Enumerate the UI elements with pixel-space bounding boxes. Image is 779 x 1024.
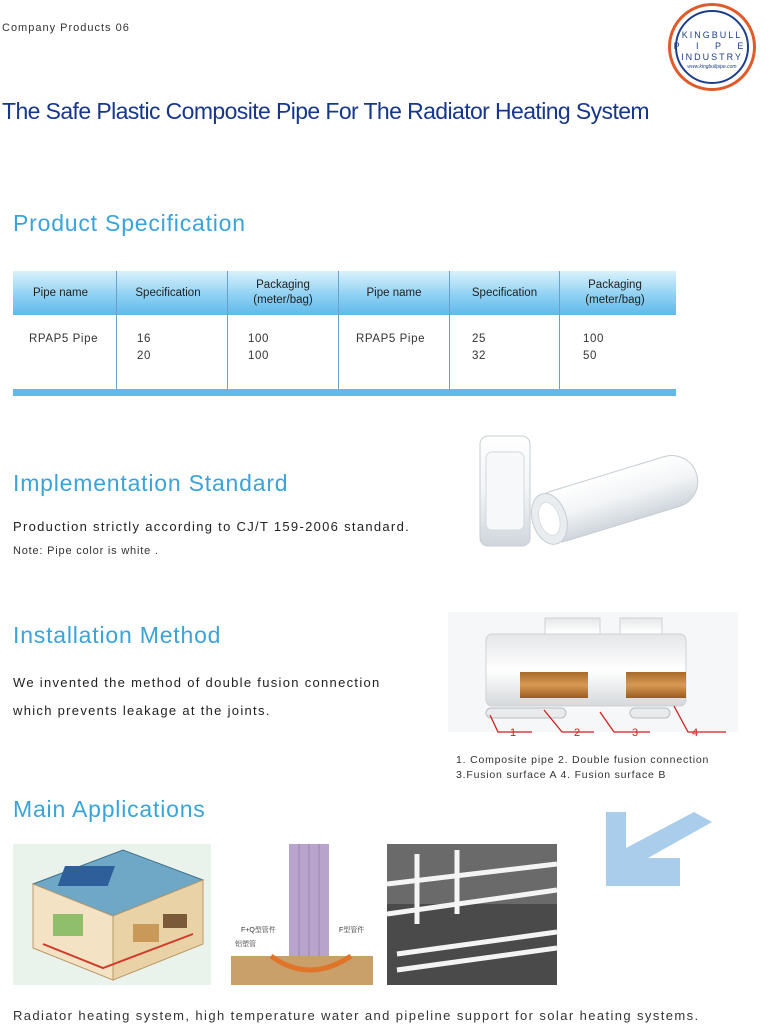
section-title-installation: Installation Method (13, 622, 222, 648)
table-cell: 100 (583, 333, 604, 345)
radiator-label-pipe: 铝塑管 (235, 941, 256, 948)
table-cell: 20 (137, 350, 151, 362)
section-title-standard: Implementation Standard (13, 470, 289, 496)
diagram-legend-line-1: 1. Composite pipe 2. Double fusion connection (456, 754, 710, 766)
logo-line-1: KINGBULL (681, 30, 743, 40)
installation-line-1: We invented the method of double fusion connection (13, 675, 381, 690)
applications-caption: Radiator heating system, high temperature water and pipeline support for solar heating systems. (13, 1008, 700, 1023)
table-cell: 16 (137, 333, 151, 345)
page-header-label: Company Products 06 (2, 22, 130, 34)
table-cell: RPAP5 Pipe (356, 333, 426, 345)
col-header-pipe-name-1: Pipe name (33, 286, 88, 299)
callout-number: 3 (632, 727, 639, 739)
standard-note: Note: Pipe color is white . (13, 545, 159, 557)
col-header-pipe-name-2: Pipe name (366, 286, 422, 299)
col-header-spec-1: Specification (135, 286, 201, 299)
installation-line-2: which prevents leakage at the joints. (13, 703, 271, 718)
radiator-label-left: F+Q型管件 (241, 927, 276, 934)
logo-line-2: P I P E (673, 41, 751, 51)
arrow-down-left-icon (606, 812, 718, 888)
logo-url: www.kingbullpipe.com (687, 64, 737, 70)
radiator-image (231, 844, 373, 985)
spec-table (13, 271, 676, 396)
callout-number: 4 (692, 727, 699, 739)
pipeline-support-image (387, 844, 557, 985)
fusion-connection-diagram (448, 606, 738, 746)
section-title-applications: Main Applications (13, 796, 206, 822)
col-header-spec-2: Specification (471, 286, 538, 299)
spec-table-footer (13, 389, 676, 396)
table-cell: 25 (472, 333, 486, 345)
table-cell: 100 (248, 350, 269, 362)
callout-number: 1 (510, 727, 517, 739)
house-heating-image (13, 844, 211, 985)
col-header-packaging-1: Packaging (meter/bag) (253, 279, 313, 306)
table-cell: 32 (472, 350, 486, 362)
logo-line-3: INDUSTRY (681, 52, 743, 62)
pipe-fitting-image (472, 428, 708, 556)
table-cell: 50 (583, 350, 597, 362)
radiator-label-right: F型管件 (339, 927, 365, 934)
standard-text: Production strictly according to CJ/T 159-2006 standard. (13, 519, 411, 534)
diagram-legend-line-2: 3.Fusion surface A 4. Fusion surface B (456, 769, 667, 781)
section-title-spec: Product Specification (13, 210, 246, 236)
col-header-packaging-2: Packaging (meter/bag) (585, 279, 645, 306)
table-cell: 100 (248, 333, 269, 345)
page-title: The Safe Plastic Composite Pipe For The Radiator Heating System (2, 98, 649, 124)
kingbull-logo (668, 3, 756, 91)
callout-number: 2 (574, 727, 581, 739)
table-cell: RPAP5 Pipe (29, 333, 99, 345)
